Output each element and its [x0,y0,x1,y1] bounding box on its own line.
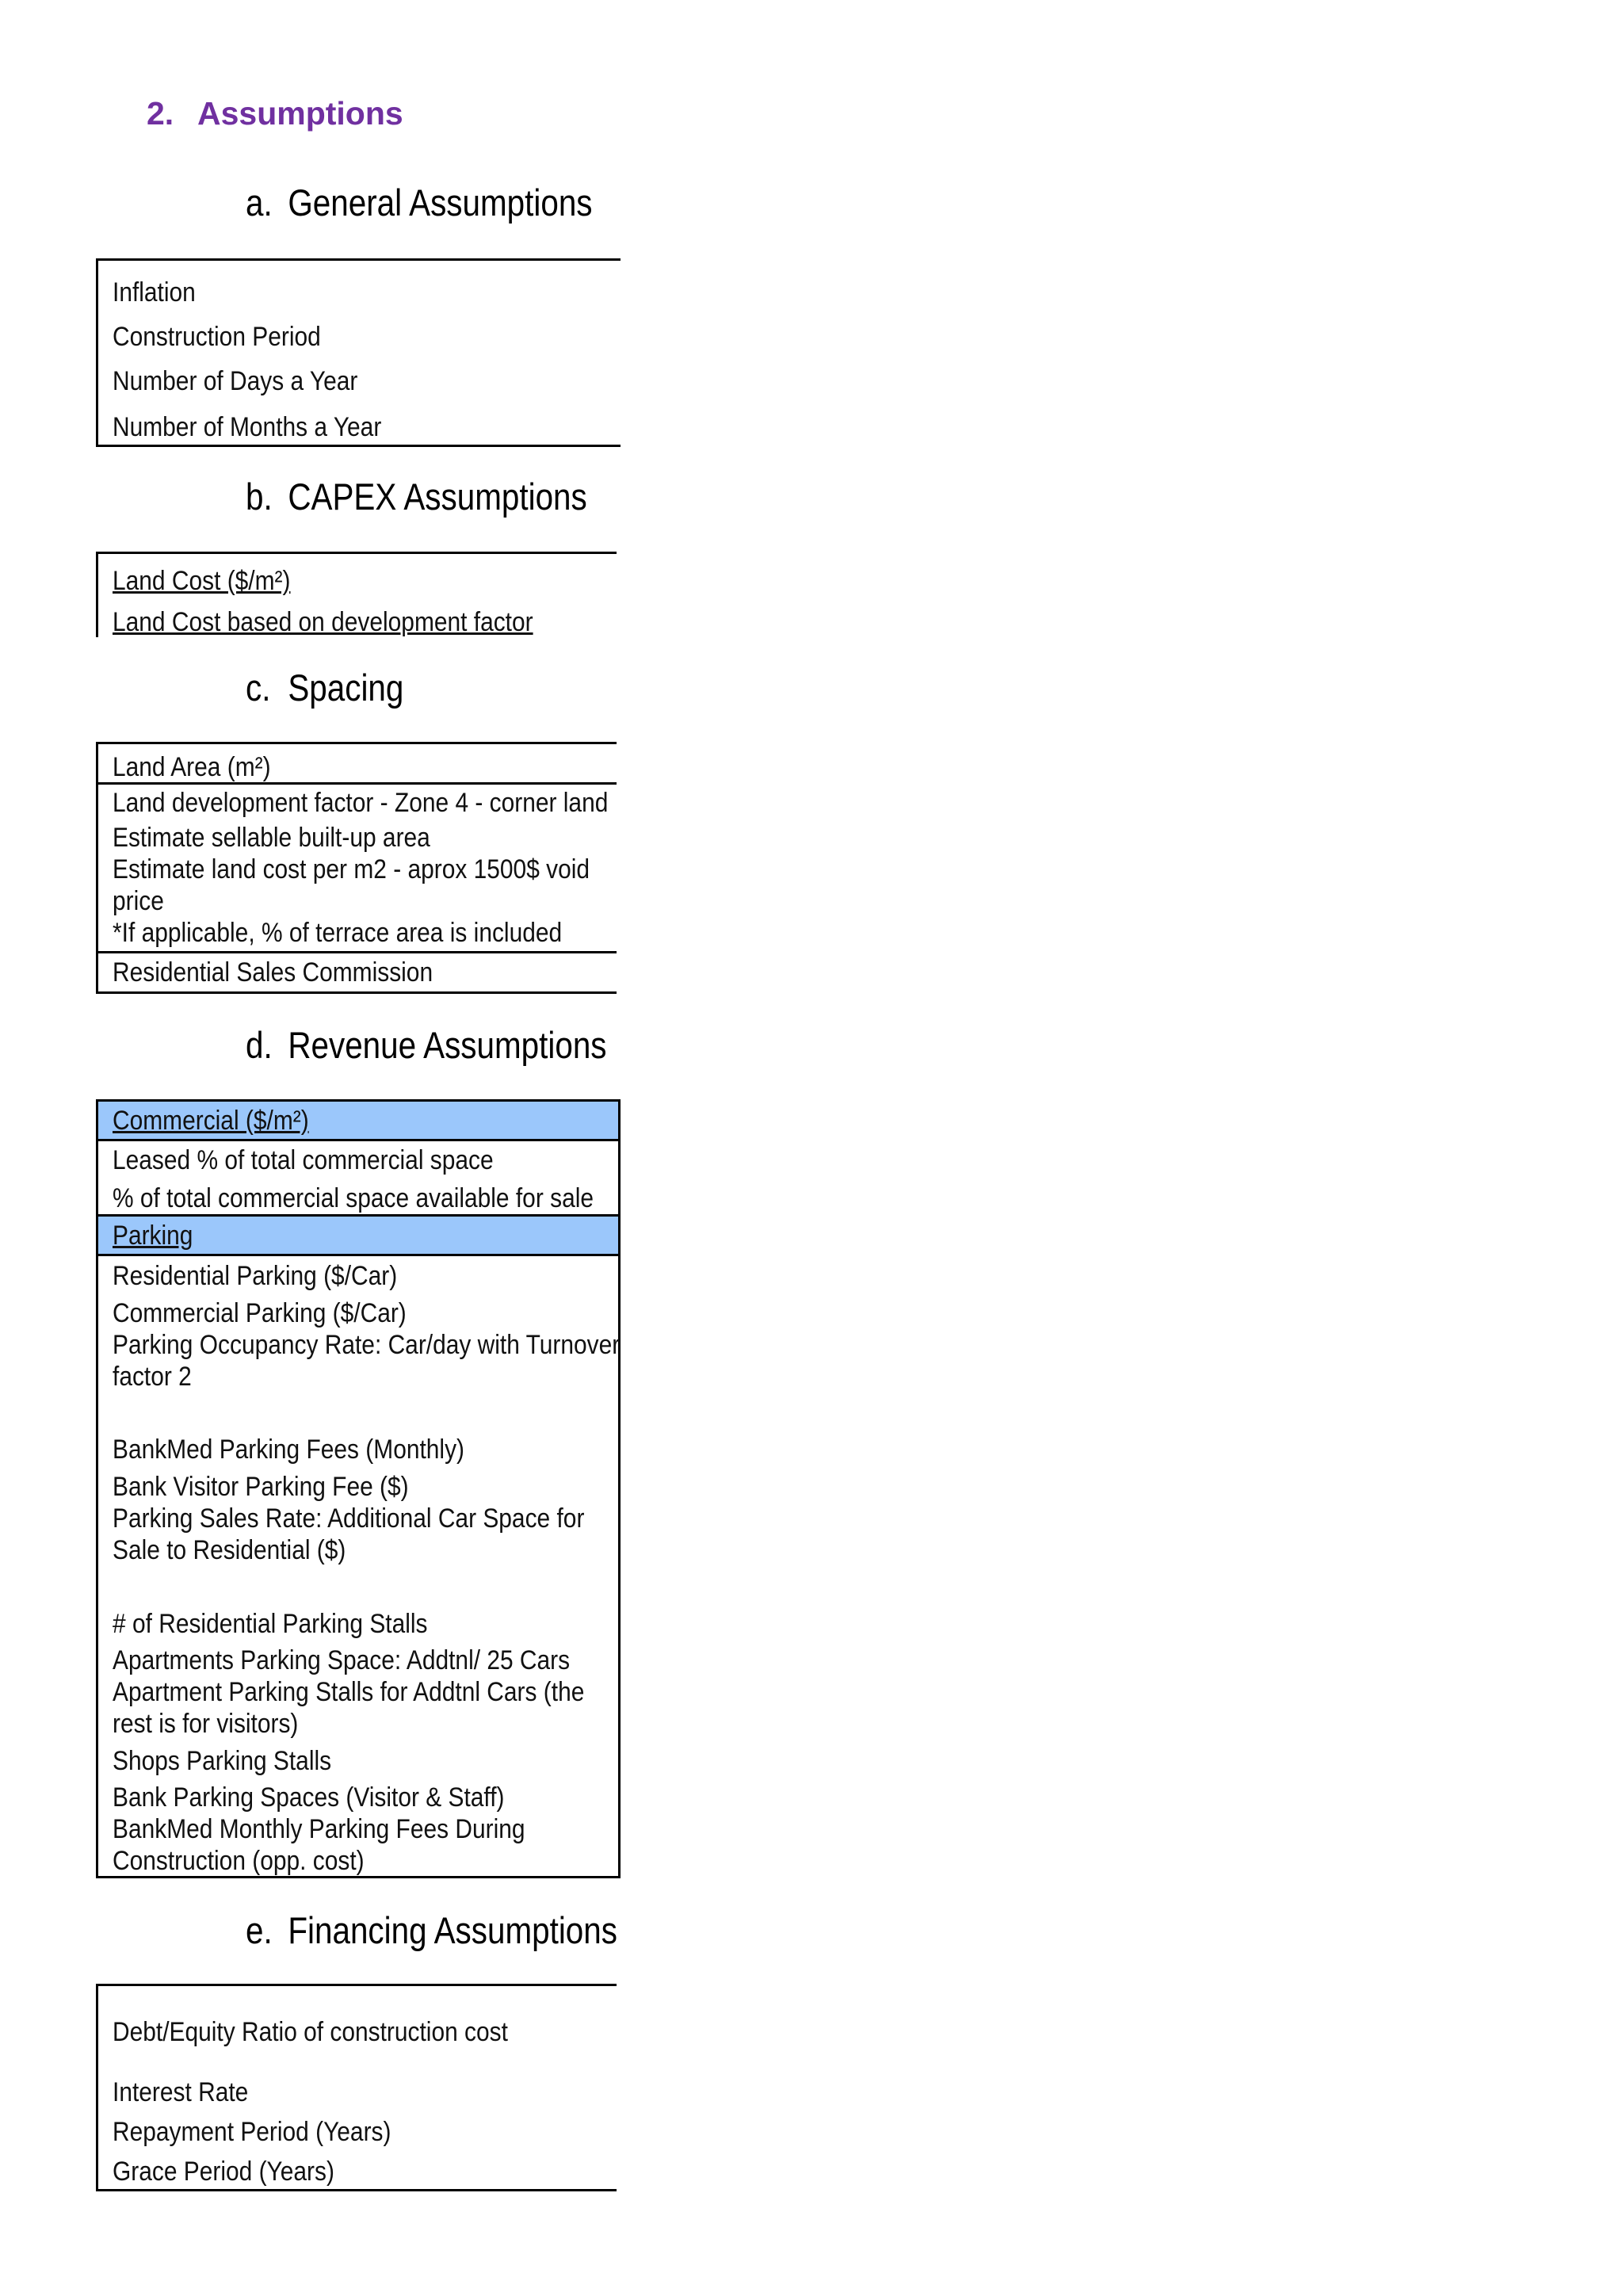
table-row: Number of Days a Year [113,366,358,396]
table-row: Apartment Parking Stalls for Addtnl Cars (the rest is for visitors) [113,1677,585,1739]
financing-letter: e. [246,1909,273,1951]
table-row: # of Residential Parking Stalls [113,1609,428,1639]
table-row: Parking Sales Rate: Additional Car Space for Sale to Residential ($) [113,1503,585,1565]
table-row: Bank Visitor Parking Fee ($) [113,1472,409,1502]
table-row: Estimate land cost per m2 - aprox 1500$ void price [113,854,590,916]
commercial-header-band [98,1099,618,1141]
section-title: Assumptions [197,95,403,132]
revenue-assumptions-table [96,1099,621,1878]
revenue-title: Revenue Assumptions [288,1024,607,1066]
revenue-assumptions-heading [246,1023,607,1067]
table-row: BankMed Parking Fees (Monthly) [113,1435,465,1465]
table-row: *If applicable, % of terrace area is included [113,918,563,948]
table-row: Land Area (m²) [113,752,271,782]
capex-letter: b. [246,476,273,518]
commercial-header [113,1105,551,1137]
capex-assumptions-heading [246,475,587,518]
table-row: Debt/Equity Ratio of construction cost [113,2017,508,2047]
financing-assumptions-table [96,1984,617,2191]
spacing-letter: c. [246,667,271,709]
table-row: Land development factor - Zone 4 - corner land [113,788,609,818]
table-row: Repayment Period (Years) [113,2117,391,2147]
table-row: Estimate sellable built-up area [113,823,430,853]
table-row: Number of Months a Year [113,412,382,442]
table-row: BankMed Monthly Parking Fees During Construction (opp. cost) [113,1814,525,1876]
table-row: Construction Period [113,322,321,352]
table-row: Residential Parking ($/Car) [113,1261,398,1291]
table-row: Bank Parking Spaces (Visitor & Staff) [113,1782,505,1813]
row-divider [98,782,617,785]
general-title: General Assumptions [288,181,593,223]
table-row: Inflation [113,277,196,308]
spacing-table [96,742,617,994]
table-row: Parking Occupancy Rate: Car/day with Turnover factor 2 [113,1330,621,1392]
table-row [113,565,549,597]
capex-title: CAPEX Assumptions [288,476,587,518]
commercial-header-label: Commercial ($/m²) [113,1106,309,1136]
land-cost-label: Land Cost ($/m²) [113,566,291,596]
table-row: Leased % of total commercial space [113,1145,494,1175]
section-heading [147,95,403,132]
general-assumptions-table [96,258,621,447]
section-number: 2. [147,95,174,132]
table-row: Apartments Parking Space: Addtnl/ 25 Cars [113,1645,571,1675]
revenue-letter: d. [246,1024,273,1066]
table-row: Shops Parking Stalls [113,1746,332,1776]
general-assumptions-heading [246,181,593,224]
table-row: Commercial Parking ($/Car) [113,1298,407,1328]
table-row [113,606,549,638]
capex-assumptions-table [96,552,617,637]
row-divider [98,951,617,953]
table-row: Interest Rate [113,2077,249,2107]
financing-assumptions-heading [246,1908,617,1952]
spacing-title: Spacing [288,667,404,709]
financing-title: Financing Assumptions [288,1909,617,1951]
spacing-heading [246,666,403,709]
table-row: Residential Sales Commission [113,957,433,988]
parking-header [113,1220,551,1251]
table-row: Grace Period (Years) [113,2157,334,2187]
parking-header-label: Parking [113,1221,193,1251]
land-cost-dev-factor-label: Land Cost based on development factor [113,607,533,637]
parking-header-band [98,1214,618,1256]
general-letter: a. [246,181,273,223]
table-row: % of total commercial space available for sale [113,1183,594,1213]
